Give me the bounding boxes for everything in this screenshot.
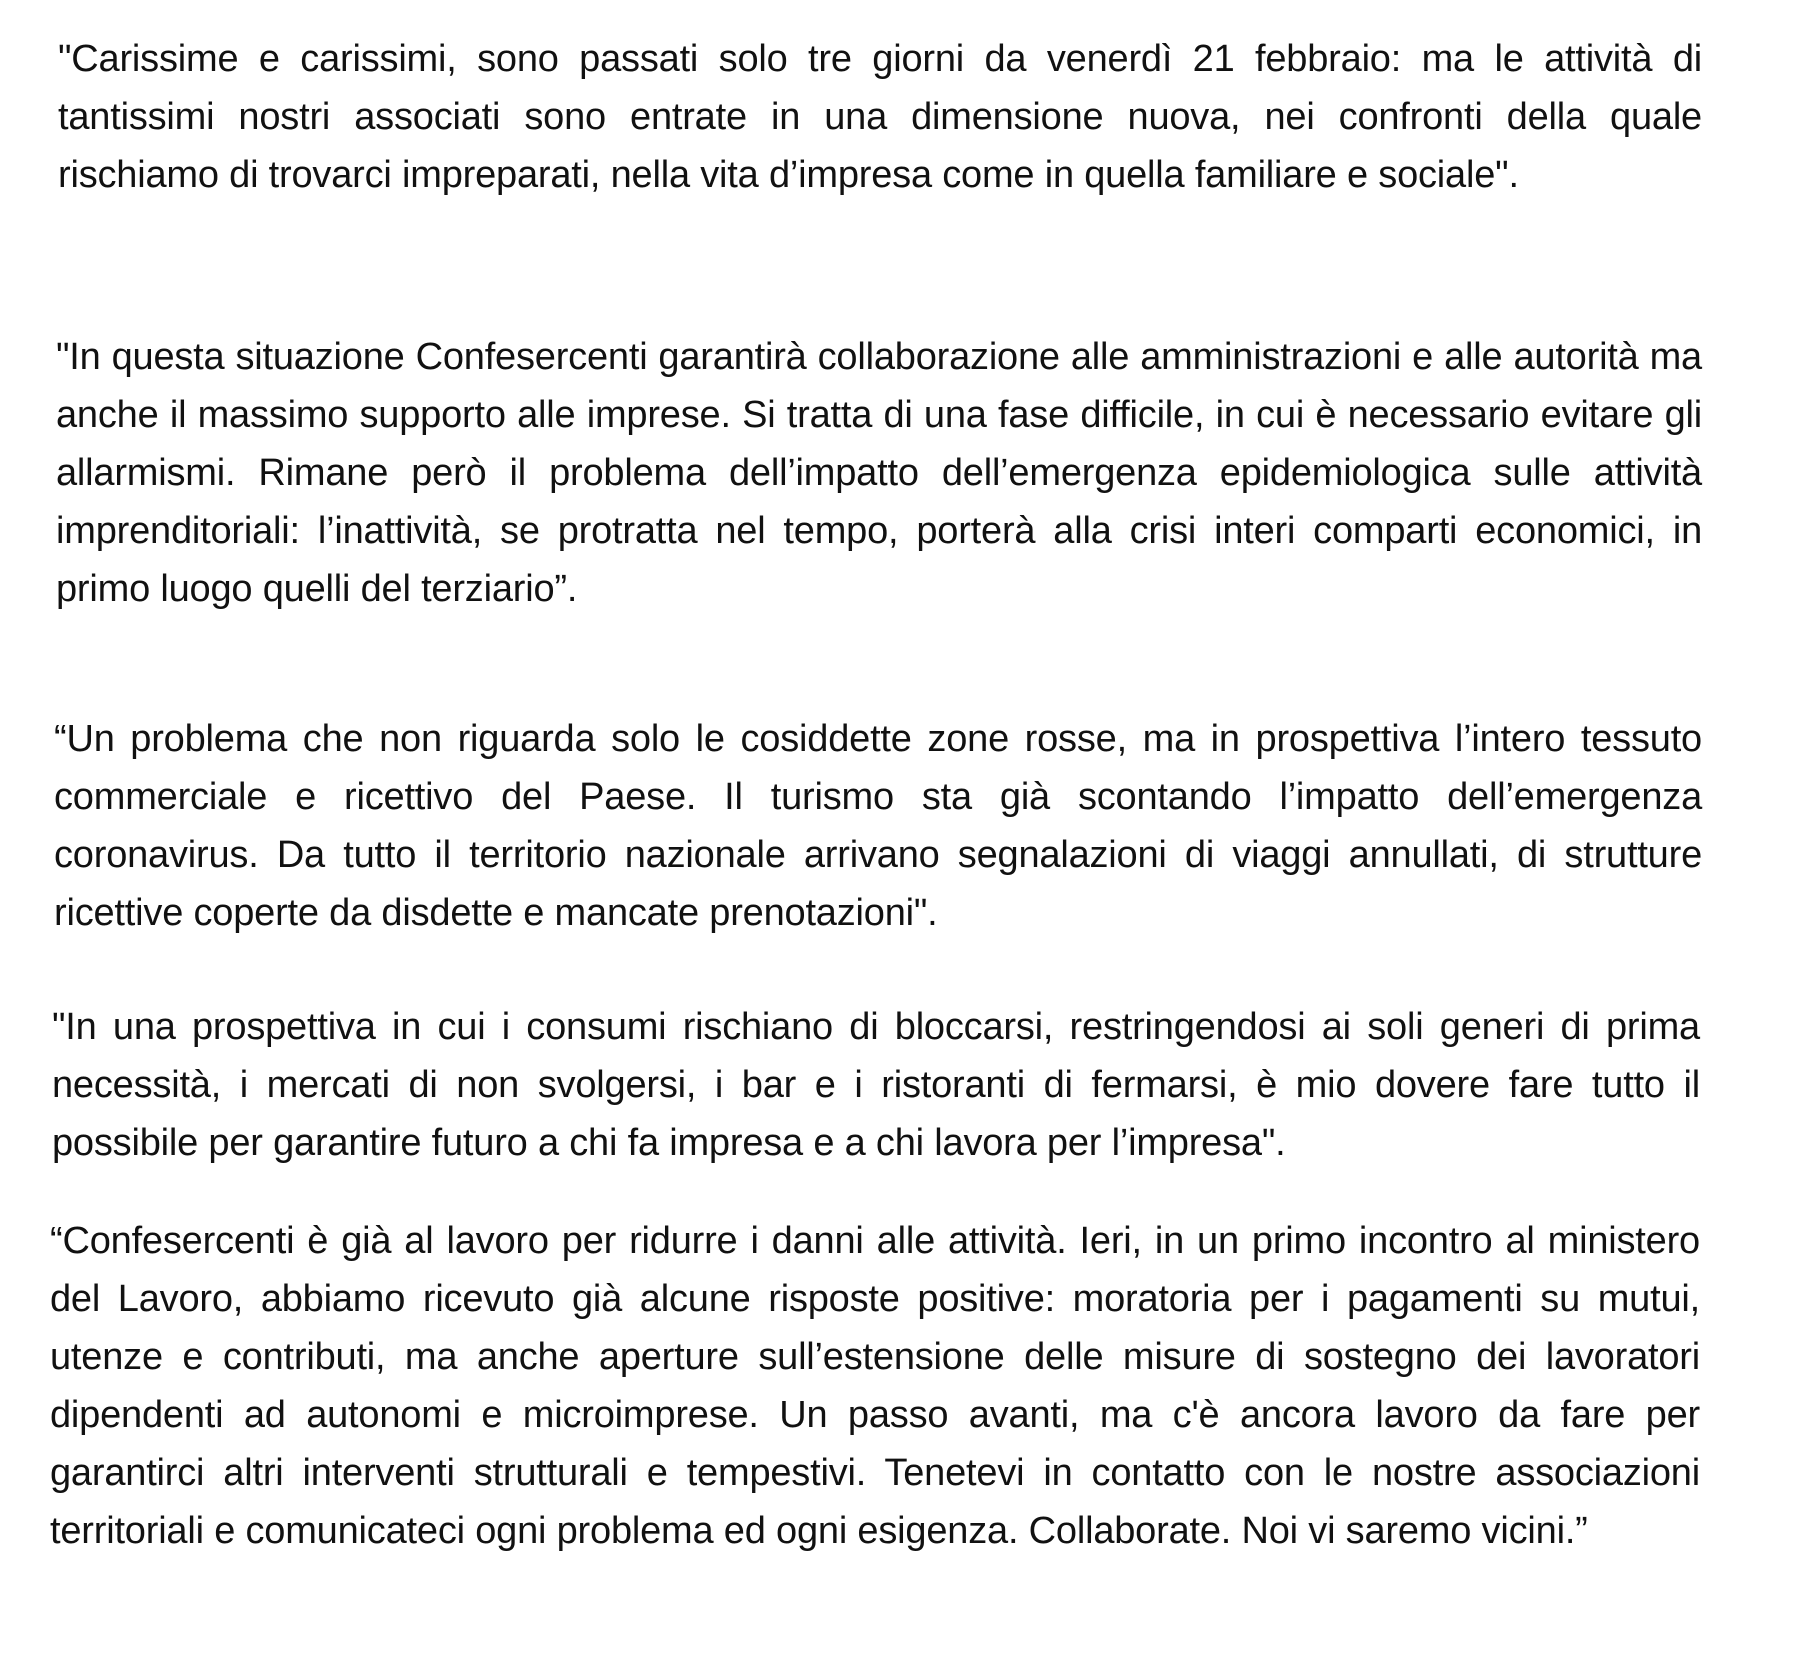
paragraph-2: "In questa situazione Confesercenti garantirà collaborazione alle amministrazioni e alle autorità ma anche il massimo supporto alle imprese. Si tratta di una fase difficile, in cui è necessario evitare gli allarmismi. Rimane però il problema dell’impatto dell’emergenza epidemiologica sulle attività imprenditoriali: l’inattività, se protratta nel tempo, porterà alla crisi interi comparti economici, in primo luogo quelli del terziario”. (56, 336, 1702, 610)
paragraph-1: "Carissime e carissimi, sono passati solo tre giorni da venerdì 21 febbraio: ma le attività di tantissimi nostri associati sono entrate in una dimensione nuova, nei confronti della quale rischiamo di trovarci impreparati, nella vita d’impresa come in quella familiare e sociale". (58, 38, 1702, 196)
document-page (52, 30, 1700, 1630)
paragraph-5: “Confesercenti è già al lavoro per ridurre i danni alle attività. Ieri, in un primo incontro al ministero del Lavoro, abbiamo ricevuto già alcune risposte positive: moratoria per i pagamenti su mutui, utenze e contributi, ma anche aperture sull’estensione delle misure di sostegno dei lavoratori dipendenti ad autonomi e microimprese. Un passo avanti, ma c'è ancora lavoro da fare per garantirci altri interventi strutturali e tempestivi. Tenetevi in contatto con le nostre associazioni territoriali e comunicateci ogni problema ed ogni esigenza. Collaborate. Noi vi saremo vicini.” (50, 1220, 1700, 1552)
paragraph-3: “Un problema che non riguarda solo le cosiddette zone rosse, ma in prospettiva l’intero tessuto commerciale e ricettivo del Paese. Il turismo sta già scontando l’impatto dell’emergenza coronavirus. Da tutto il territorio nazionale arrivano segnalazioni di viaggi annullati, di strutture ricettive coperte da disdette e mancate prenotazioni". (54, 718, 1702, 934)
paragraph-4: "In una prospettiva in cui i consumi rischiano di bloccarsi, restringendosi ai soli generi di prima necessità, i mercati di non svolgersi, i bar e i ristoranti di fermarsi, è mio dovere fare tutto il possibile per garantire futuro a chi fa impresa e a chi lavora per l’impresa". (52, 1006, 1700, 1164)
